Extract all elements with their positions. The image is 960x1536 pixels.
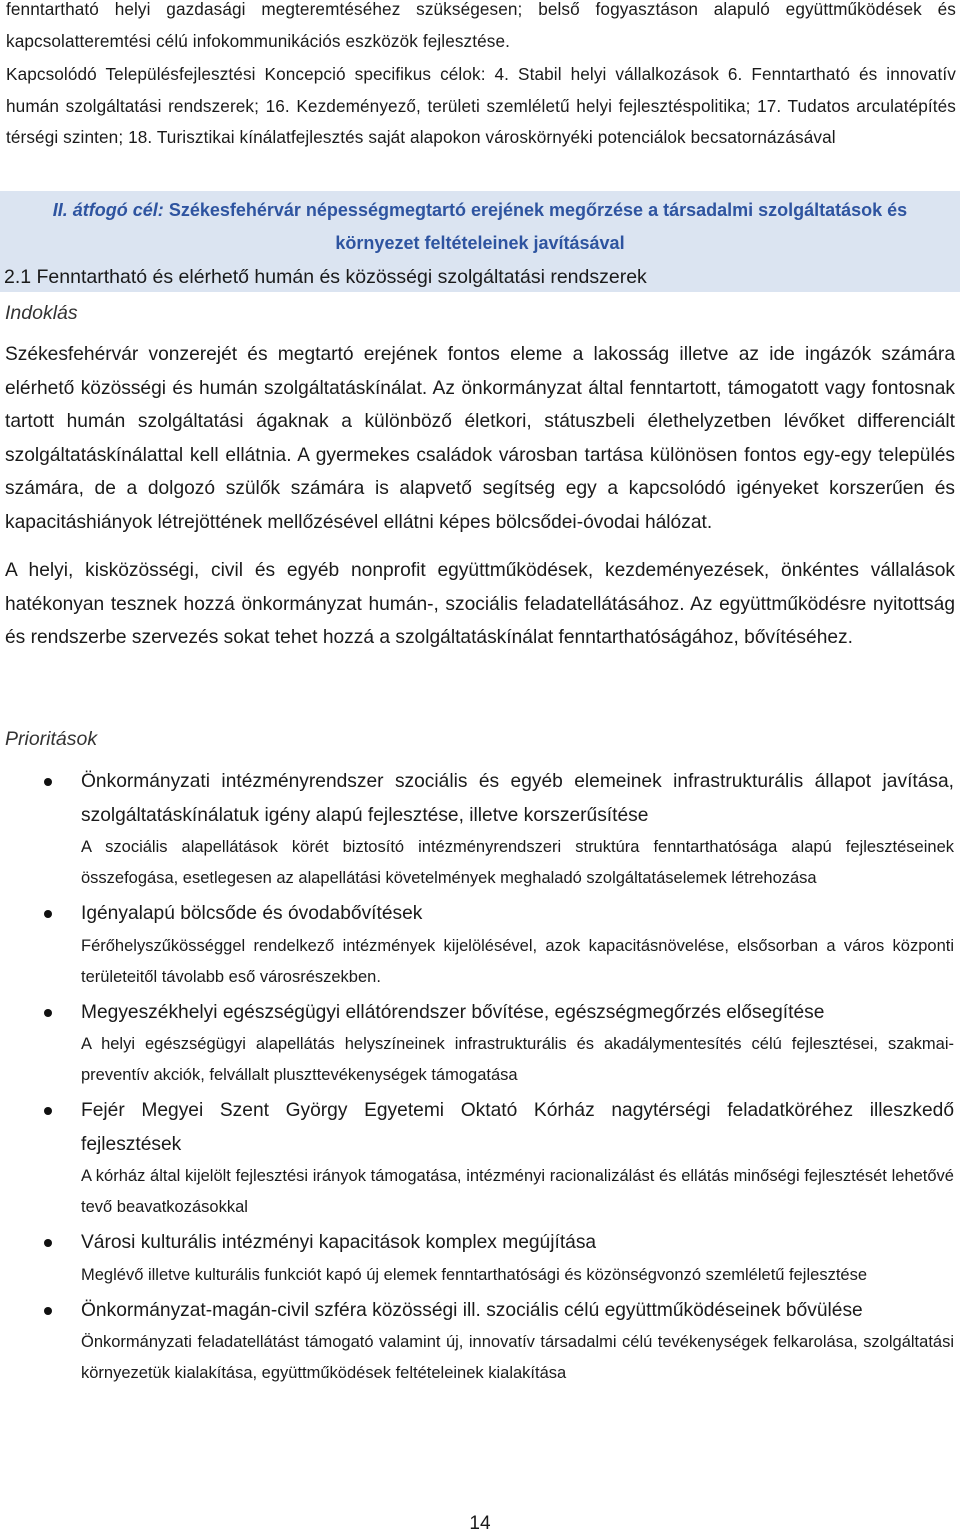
priority-description: A kórház által kijelölt fejlesztési irányok támogatása, intézményi racionalizálást és ellátás minőségi fejlesztését lehetővé tevő beavatkozásokkal bbox=[81, 1167, 954, 1216]
priority-title: Városi kulturális intézményi kapacitások komplex megújítása bbox=[81, 1232, 597, 1253]
priority-item bbox=[0, 1294, 960, 1390]
goal-text: Székesfehérvár népességmegtartó erejének megőrzése a társadalmi szolgáltatások és környezet feltételeinek javításával bbox=[168, 200, 908, 253]
priority-item bbox=[0, 1094, 960, 1223]
goal-label: II. átfogó cél: bbox=[52, 200, 164, 220]
priority-item bbox=[0, 1226, 960, 1291]
priority-item bbox=[0, 996, 960, 1092]
priority-title: Fejér Megyei Szent György Egyetemi Oktató Kórház nagytérségi feladatköréhez illeszkedő fejlesztések bbox=[81, 1100, 954, 1155]
bullet-icon bbox=[44, 1009, 52, 1017]
related-goals-paragraph: Kapcsolódó Településfejlesztési Koncepció specifikus célok: 4. Stabil helyi vállalkozások 6. Fenntartható és innovatív humán szolgáltatási rendszerek; 16. Kezdeményező, területi szemléletű helyi fejlesztéspolitika; 17. Tudatos arculatépítés térségi szinten; 18. Turisztikai kínálatfejlesztés saját alapokon városkörnyéki potenciálok becsatornázásával bbox=[6, 64, 956, 147]
priority-title: Igényalapú bölcsőde és óvodabővítések bbox=[81, 903, 423, 924]
bullet-icon bbox=[44, 1307, 52, 1315]
justification-body bbox=[5, 338, 955, 670]
priority-description: Meglévő illetve kulturális funkciót kapó új elemek fenntarthatósági és közönségvonzó szemléletű fejlesztése bbox=[81, 1265, 868, 1284]
justification-paragraph: A helyi, kisközösségi, civil és egyéb nonprofit együttműködések, kezdeményezések, önkéntes vállalások hatékonyan tesznek hozzá önkormányzat humán-, szociális feladatellátásához. Az együttműködésre nyitottság és rendszerbe szervezés sokat tehet hozzá a szolgáltatáskínálat fenntarthatóságához, bővítéséhez. bbox=[5, 560, 955, 648]
priorities-list bbox=[0, 765, 960, 1392]
priority-item bbox=[0, 765, 960, 894]
page-number: 14 bbox=[469, 1513, 491, 1534]
bullet-icon bbox=[44, 910, 52, 918]
justification-paragraph: Székesfehérvár vonzerejét és megtartó erejének fontos eleme a lakosság illetve az ide ingázók számára elérhető közösségi és humán szolgáltatáskínálat. Az önkormányzat által fenntartott, támogatott vagy fontosnak tartott humán szolgáltatási ágaknak a különböző életkori, státuszbeli élethelyzetben lévőket differenciált szolgáltatáskínálattal kell ellátnia. A gyermekes családok városban tartása különösen fontos egy-egy település számára, de a dolgozó szülők számára is alapvető segítség egy a kapcsolódó igényeket korszerűen és kapacitáshiányok létrejöttének mellőzésével ellátni képes bölcsődei-óvodai hálózat. bbox=[5, 344, 955, 533]
priority-description: Önkormányzati feladatellátást támogató valamint új, innovatív társadalmi célú tevékenységek felkarolása, szolgáltatási környezetük kialakítása, együttműködések feltételeinek kialakítása bbox=[81, 1333, 954, 1382]
priority-description: A szociális alapellátások körét biztosító intézményrendszeri struktúra fenntarthatósága alapú fejlesztéseinek összefogása, esetlegesen az alapellátási követelmények meghaladó szolgáltatáselemek létrehozása bbox=[81, 838, 954, 887]
priority-title: Önkormányzat-magán-civil szféra közösségi ill. szociális célú együttműködéseinek bővülése bbox=[81, 1299, 863, 1321]
bullet-icon bbox=[44, 1107, 52, 1115]
bullet-icon bbox=[44, 1239, 52, 1247]
priority-item bbox=[0, 897, 960, 993]
intro-paragraph: fenntartható helyi gazdasági megteremtéséhez szükségesen; belső fogyasztáson alapuló együttműködések és kapcsolatteremtési célú infokommunikációs eszközök fejlesztése. bbox=[6, 0, 956, 51]
justification-heading: Indoklás bbox=[5, 302, 78, 324]
section-title: 2.1 Fenntartható és elérhető humán és közösségi szolgáltatási rendszerek bbox=[4, 266, 647, 288]
priority-description: A helyi egészségügyi alapellátás helyszíneinek infrastrukturális és akadálymentesítés célú fejlesztései, szakmai-preventív akciók, felvállalt pluszttevékenységek támogatása bbox=[81, 1035, 954, 1084]
priorities-heading: Prioritások bbox=[5, 728, 98, 750]
priority-description: Férőhelyszűkösséggel rendelkező intézmények kijelölésével, azok kapacitásnövelése, elsősorban a város központi területeitől távolabb eső városrészekben. bbox=[81, 936, 954, 986]
priority-title: Megyeszékhelyi egészségügyi ellátórendszer bővítése, egészségmegőrzés elősegítése bbox=[81, 1001, 825, 1023]
priority-title: Önkormányzati intézményrendszer szociális és egyéb elemeinek infrastrukturális állapot javítása, szolgáltatáskínálatuk igény alapú fejlesztése, illetve korszerűsítése bbox=[81, 771, 954, 826]
bullet-icon bbox=[44, 778, 52, 786]
goal-title bbox=[40, 194, 920, 260]
